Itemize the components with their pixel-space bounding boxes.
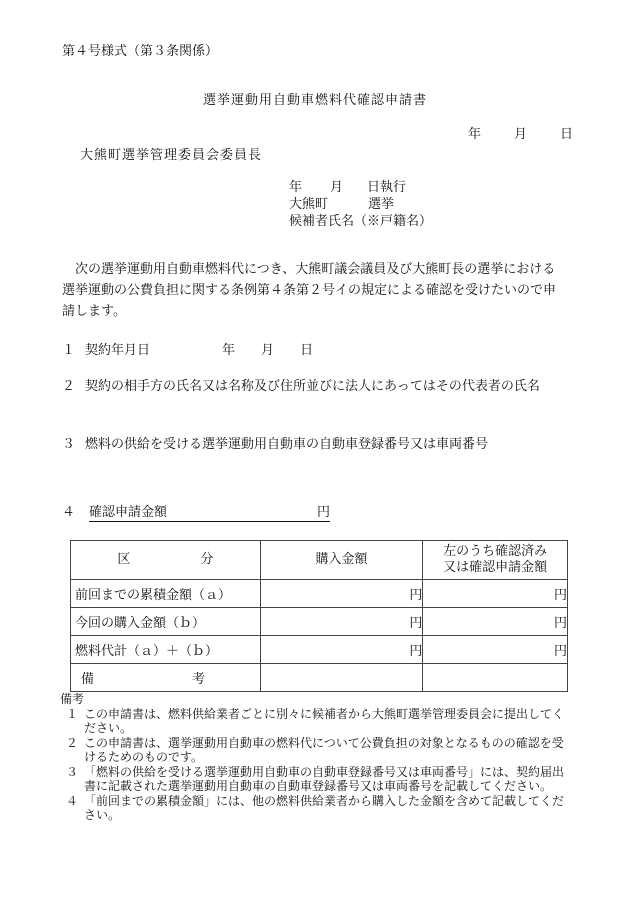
table-remarks-row: [71, 664, 568, 692]
remarks-cell[interactable]: [260, 664, 423, 692]
row-label: 前回までの累積金額（ａ）: [71, 580, 261, 608]
candidate-name-line: 候補者氏名（※戸籍名）: [289, 214, 433, 229]
header-category: 区 分: [71, 541, 261, 580]
notes-list: [60, 707, 572, 823]
note-item: １ この申請書は、燃料供給業者ごとに別々に候補者から大熊町選挙管理委員会に提出してください。: [65, 707, 565, 735]
item-number: ３: [62, 437, 76, 452]
item-number: ２: [62, 379, 76, 394]
item-label: 燃料の供給を受ける選挙運動用自動車の自動車登録番号又は車両番号: [85, 437, 489, 452]
election-name-line: [289, 197, 432, 214]
table-row: [71, 608, 568, 636]
header-purchase-amount: 購入金額: [260, 541, 423, 580]
election-type: 選挙: [368, 197, 395, 212]
confirmed-amount-cell[interactable]: 円: [423, 636, 568, 664]
date-year: 年: [468, 127, 482, 142]
item-contract-date: [62, 343, 313, 359]
document-title: 選挙運動用自動車燃料代確認申請書: [202, 93, 427, 108]
table-header-row: [71, 541, 568, 580]
date-month: 月: [514, 127, 528, 142]
amount-unit: 円: [317, 505, 331, 520]
item-vehicle-number: [62, 437, 488, 453]
row-label: 今回の購入金額（ｂ）: [71, 608, 261, 636]
remarks-cell[interactable]: [423, 664, 568, 692]
item-label: 確認申請金額: [89, 505, 168, 520]
requested-amount-field[interactable]: [89, 505, 330, 522]
body-paragraph: [62, 259, 568, 322]
date-day: 日: [560, 127, 574, 142]
remarks-label: 備 考: [71, 664, 261, 692]
contract-day: 日: [300, 343, 314, 358]
item-requested-amount: [62, 505, 330, 522]
body-text: 次の選挙運動用自動車燃料代につき、大熊町議会議員及び大熊町長の選挙における選挙運動の公費負担に関する条例第４条第２号イの規定による確認を受けたいので申請します。: [62, 262, 557, 319]
note-item: ３ 「燃料の供給を受ける選挙運動用自動車の自動車登録番号又は車両番号」には、契約届出書に記載された選挙運動用自動車の自動車登録番号又は車両番号を記載してください。: [65, 765, 565, 793]
item-label: 契約年月日: [85, 343, 151, 358]
table-row: [71, 580, 568, 608]
confirmed-amount-cell[interactable]: 円: [423, 580, 568, 608]
item-contract-party: [62, 379, 540, 395]
note-item: ２ この申請書は、選挙運動用自動車の燃料代について公費負担の対象となるものの確認を受けるためのものです。: [65, 736, 564, 764]
election-town: 大熊町: [289, 197, 329, 212]
contract-year: 年: [222, 343, 236, 358]
note-item: ４ 「前回までの累積金額」には、他の燃料供給業者から購入した金額を含めて記載してください。: [65, 794, 565, 822]
item-number: １: [62, 343, 76, 358]
item-number: ４: [62, 505, 76, 520]
election-info: [289, 180, 432, 231]
row-label: 燃料代計（ａ）＋（ｂ）: [71, 636, 261, 664]
form-number: 第４号様式（第３条関係）: [62, 44, 219, 59]
election-year: 年: [289, 180, 303, 195]
amount-table: [70, 540, 568, 692]
notes-heading: 備考: [60, 692, 85, 706]
purchase-amount-cell[interactable]: 円: [260, 636, 423, 664]
purchase-amount-cell[interactable]: 円: [260, 580, 423, 608]
election-month: 月: [330, 180, 344, 195]
election-day: 日執行: [367, 180, 407, 195]
addressee: 大熊町選挙管理委員会委員長: [80, 148, 263, 163]
purchase-amount-cell[interactable]: 円: [260, 608, 423, 636]
header-confirmed-amount: 左のうち確認済み 又は確認申請金額: [423, 541, 568, 580]
table-row: [71, 636, 568, 664]
application-date: [468, 127, 573, 143]
confirmed-amount-cell[interactable]: 円: [423, 608, 568, 636]
election-date-line: [289, 180, 432, 197]
item-label: 契約の相手方の氏名又は名称及び住所並びに法人にあってはその代表者の氏名: [85, 379, 540, 394]
contract-month: 月: [261, 343, 275, 358]
